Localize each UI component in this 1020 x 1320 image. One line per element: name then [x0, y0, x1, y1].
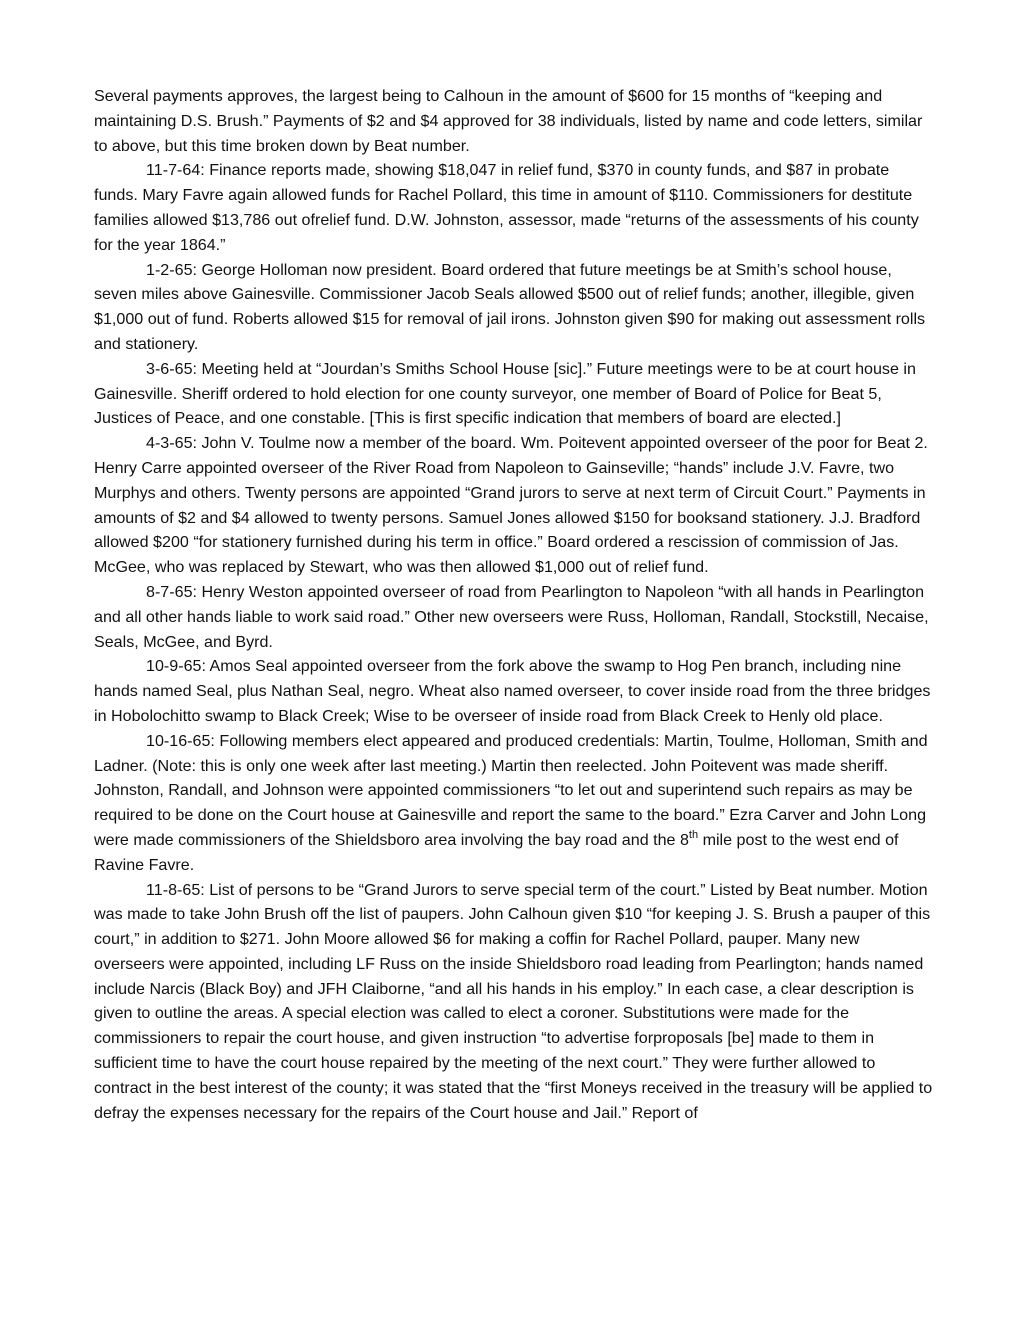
paragraph-10-16-65	[94, 729, 934, 878]
paragraph-4-3-65: 4-3-65: John V. Toulme now a member of the board. Wm. Poitevent appointed overseer of the poor for Beat 2. Henry Carre appointed overseer of the River Road from Napoleon to Gainseville; “hands” include J.V. Favre, two Murphys and others. Twenty persons are appointed “Grand jurors to serve at next term of Circuit Court.” Payments in amounts of $2 and $4 allowed to twenty persons. Samuel Jones allowed $150 for booksand stationery. J.J. Bradford allowed $200 “for stationery furnished during his term in office.” Board ordered a rescission of commission of Jas. McGee, who was replaced by Stewart, who was then allowed $1,000 out of relief fund.	[94, 434, 928, 577]
paragraph-11-8-65: 11-8-65: List of persons to be “Grand Jurors to serve special term of the court.” Listed by Beat number. Motion was made to take John Brush off the list of paupers. John Calhoun given $10 “for keeping J. S. Brush a pauper of this court,” in addition to $271. John Moore allowed $6 for making a coffin for Rachel Pollard, pauper. Many new overseers were appointed, including LF Russ on the inside Shieldsboro road leading from Pearlington; hands named include Narcis (Black Boy) and JFH Claiborne, “and all his hands in his employ.” In each case, a clear description is given to outline the areas. A special election was called to elect a coroner. Substitutions were made for the commissioners to repair the court house, and given instruction “to advertise forproposals [be] made to them in sufficient time to have the court house repaired by the meeting of the next court.” They were further allowed to contract in the best interest of the county; it was stated that the “first Moneys received in the treasury will be applied to defray the expenses necessary for the repairs of the Court house and Jail.” Report of	[94, 880, 933, 1122]
document-page	[94, 84, 934, 1125]
paragraph-intro: Several payments approves, the largest being to Calhoun in the amount of $600 for 15 months of “keeping and maintaining D.S. Brush.” Payments of $2 and $4 approved for 38 individuals, listed by name and code letters, similar to above, but this time broken down by Beat number.	[94, 87, 923, 155]
paragraph-10-9-65: 10-9-65: Amos Seal appointed overseer from the fork above the swamp to Hog Pen branch, including nine hands named Seal, plus Nathan Seal, negro. Wheat also named overseer, to cover inside road from the three bridges in Hobolochitto swamp to Black Creek; Wise to be overseer of inside road from Black Creek to Henly old place.	[94, 657, 931, 725]
paragraph-11-7-64: 11-7-64: Finance reports made, showing $18,047 in relief fund, $370 in county funds, and $87 in probate funds. Mary Favre again allowed funds for Rachel Pollard, this time in amount of $110. Commissioners for destitute families allowed $13,786 out ofrelief fund. D.W. Johnston, assessor, made “returns of the assessments of his county for the year 1864.”	[94, 161, 919, 254]
paragraph-8-7-65: 8-7-65: Henry Weston appointed overseer of road from Pearlington to Napoleon “with all hands in Pearlington and all other hands liable to work said road.” Other new overseers were Russ, Holloman, Randall, Stockstill, Necaise, Seals, McGee, and Byrd.	[94, 582, 929, 651]
paragraph-10-16-65-main: 10-16-65: Following members elect appeared and produced credentials: Martin, Toulme, Holloman, Smith and Ladner. (Note: this is only one week after last meeting.) Martin then reelected. John Poitevent was made sheriff. Johnston, Randall, and Johnson were appointed commissioners “to let out and superintend such repairs as may be required to be done on the Court house at Gainesville and report the same to the board.” Ezra Carver and John Long were made commissioners of the Shieldsboro area involving the bay road and the 8	[94, 731, 928, 849]
paragraph-1-2-65: 1-2-65: George Holloman now president. Board ordered that future meetings be at Smith’s school house, seven miles above Gainesville. Commissioner Jacob Seals allowed $500 out of relief funds; another, illegible, given $1,000 out of fund. Roberts allowed $15 for removal of jail irons. Johnston given $90 for making out assessment rolls and stationery.	[94, 260, 926, 353]
paragraph-10-16-65-tail: mile post to the west end of Ravine Favre.	[94, 830, 899, 874]
ordinal-superscript: th	[688, 828, 699, 841]
paragraph-3-6-65: 3-6-65: Meeting held at “Jourdan’s Smiths School House [sic].” Future meetings were to be at court house in Gainesville. Sheriff ordered to hold election for one county surveyor, one member of Board of Police for Beat 5, Justices of Peace, and one constable. [This is first specific indication that members of board are elected.]	[94, 359, 916, 428]
